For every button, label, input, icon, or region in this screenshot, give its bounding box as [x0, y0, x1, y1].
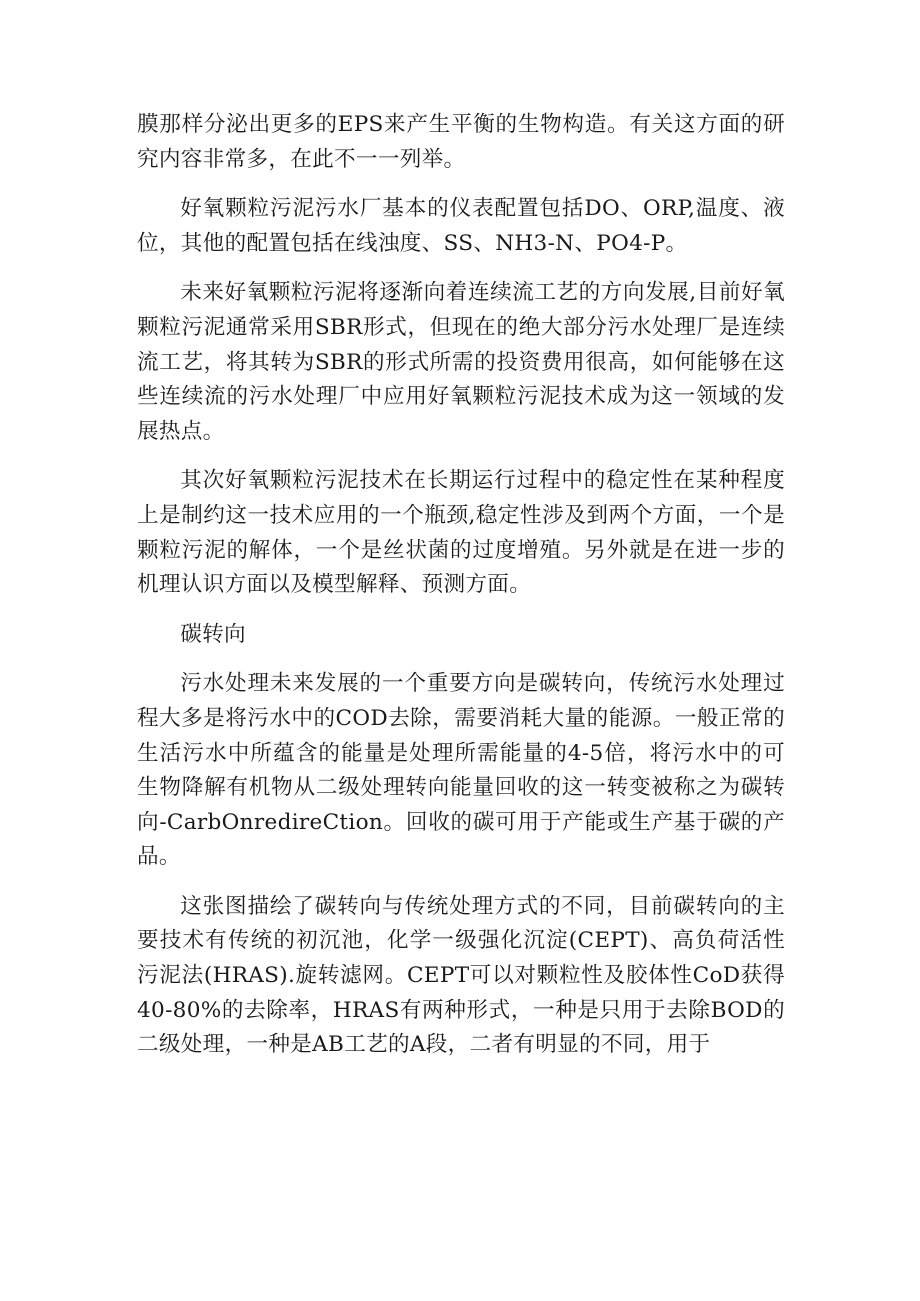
paragraph-instrumentation: 好氧颗粒污泥污水厂基本的仪表配置包括DO、ORP,温度、液位，其他的配置包括在线浊度、SS、NH3-N、PO4-P。	[137, 196, 785, 256]
paragraph-stability: 其次好氧颗粒污泥技术在长期运行过程中的稳定性在某种程度上是制约这一技术应用的一个瓶颈,稳定性涉及到两个方面，一个是颗粒污泥的解体，一个是丝状菌的过度增殖。另外就是在进一步的机理认识方面以及模型解释、预测方面。	[137, 468, 785, 598]
paragraph-eps: 膜那样分泌出更多的EPS来产生平衡的生物构造。有关这方面的研究内容非常多，在此不一一列举。	[137, 112, 785, 172]
paragraph-technologies: 这张图描绘了碳转向与传统处理方式的不同，目前碳转向的主要技术有传统的初沉池，化学一级强化沉淀(CEPT)、高负荷活性污泥法(HRAS).旋转滤网。CEPT可以对颗粒性及胶体性CoD获得40-80%的去除率，HRAS有两种形式，一种是只用于去除BOD的二级处理，一种是AB工艺的A段，二者有明显的不同，用于	[137, 893, 785, 1058]
paragraph-continuous-flow: 未来好氧颗粒污泥将逐渐向着连续流工艺的方向发展,目前好氧颗粒污泥通常采用SBR形式，但现在的绝大部分污水处理厂是连续流工艺，将其转为SBR的形式所需的投资费用很高，如何能够在这些连续流的污水处理厂中应用好氧颗粒污泥技术成为这一领域的发展热点。	[137, 280, 785, 444]
paragraph-carbon-redirection: 污水处理未来发展的一个重要方向是碳转向，传统污水处理过程大多是将污水中的COD去除，需要消耗大量的能源。一般正常的生活污水中所蕴含的能量是处理所需能量的4-5倍，将污水中的可生物降解有机物从二级处理转向能量回收的这一转变被称之为碳转向-CarbOnredireCtion。回收的碳可用于产能或生产基于碳的产品。	[137, 671, 785, 870]
document-body	[137, 108, 785, 1078]
section-heading-carbon-redirection: 碳转向	[180, 621, 246, 647]
